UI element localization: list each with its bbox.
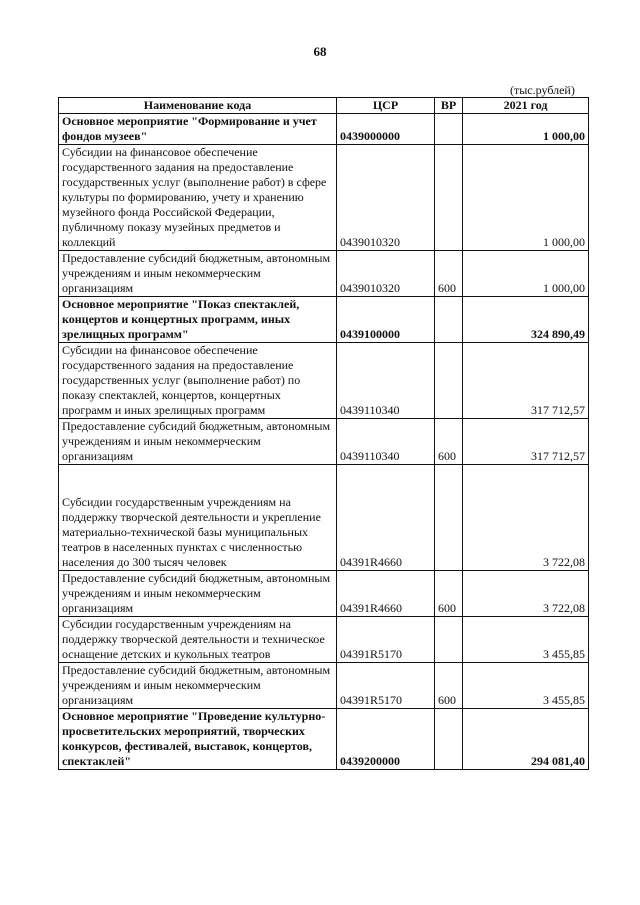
table-row [59,663,589,709]
row-name-cell: Основное мероприятие "Формирование и учет фондов музеев" [59,114,337,145]
row-name-cell: Субсидии государственным учреждениям на поддержку творческой деятельности и укрепление материально-технической базы муниципальных театров в населенных пунктах с численностью населения до 300 тысяч человек [59,465,337,571]
table-row [59,419,589,465]
table-row [59,465,589,571]
page-number: 68 [313,44,327,59]
table-row [59,617,589,663]
header-name: Наименование кода [59,98,337,114]
row-csr-cell: 0439110340 [337,419,435,465]
row-name-cell: Субсидии на финансовое обеспечение государственного задания на предоставление государственных услуг (выполнение работ) по показу спектаклей, концертов, концертных программ и иных зрелищных программ [59,343,337,419]
table-body [59,114,589,770]
row-name-cell: Основное мероприятие "Показ спектаклей, концертов и концертных программ, иных зрелищных программ" [59,297,337,343]
row-name-cell: Субсидии на финансовое обеспечение государственного задания на предоставление государственных услуг (выполнение работ) в сфере культуры по формированию, учету и хранению музейного фонда Российской Федерации, публичному показу музейных предметов и коллекций [59,145,337,251]
row-csr-cell: 04391R4660 [337,465,435,571]
row-amount-cell: 3 455,85 [463,617,589,663]
row-vr-cell [435,114,463,145]
row-csr-cell: 04391R5170 [337,617,435,663]
header-csr: ЦСР [337,98,435,114]
table-header-row [59,98,589,114]
row-vr-cell [435,145,463,251]
row-csr-cell: 0439010320 [337,251,435,297]
row-vr-cell: 600 [435,663,463,709]
row-name-cell: Субсидии государственным учреждениям на поддержку творческой деятельности и техническое оснащение детских и кукольных театров [59,617,337,663]
row-amount-cell: 294 081,40 [463,709,589,770]
row-amount-cell: 3 722,08 [463,465,589,571]
row-amount-cell: 317 712,57 [463,343,589,419]
row-amount-cell: 3 455,85 [463,663,589,709]
row-amount-cell: 317 712,57 [463,419,589,465]
row-vr-cell [435,617,463,663]
row-amount-cell: 324 890,49 [463,297,589,343]
row-name-cell: Основное мероприятие "Проведение культурно-просветительских мероприятий, творческих конкурсов, фестивалей, выставок, концертов, спектаклей" [59,709,337,770]
budget-table [58,97,589,770]
header-year: 2021 год [463,98,589,114]
table-row [59,343,589,419]
row-name-cell: Предоставление субсидий бюджетным, автономным учреждениям и иным некоммерческим организациям [59,663,337,709]
row-vr-cell: 600 [435,419,463,465]
unit-label: (тыс.рублей) [510,83,575,97]
table-row [59,571,589,617]
row-amount-cell: 1 000,00 [463,145,589,251]
row-csr-cell: 0439200000 [337,709,435,770]
row-csr-cell: 04391R5170 [337,663,435,709]
row-csr-cell: 04391R4660 [337,571,435,617]
row-csr-cell: 0439000000 [337,114,435,145]
row-vr-cell [435,297,463,343]
row-vr-cell: 600 [435,571,463,617]
row-vr-cell [435,709,463,770]
row-csr-cell: 0439010320 [337,145,435,251]
row-amount-cell: 1 000,00 [463,251,589,297]
header-vr: ВР [435,98,463,114]
row-name-cell: Предоставление субсидий бюджетным, автономным учреждениям и иным некоммерческим организациям [59,571,337,617]
row-amount-cell: 3 722,08 [463,571,589,617]
row-vr-cell: 600 [435,251,463,297]
row-vr-cell [435,343,463,419]
table-row [59,297,589,343]
table-row [59,145,589,251]
row-csr-cell: 0439110340 [337,343,435,419]
row-vr-cell [435,465,463,571]
table-row [59,251,589,297]
table-row [59,709,589,770]
row-amount-cell: 1 000,00 [463,114,589,145]
row-csr-cell: 0439100000 [337,297,435,343]
table-row [59,114,589,145]
row-name-cell: Предоставление субсидий бюджетным, автономным учреждениям и иным некоммерческим организациям [59,419,337,465]
row-name-cell: Предоставление субсидий бюджетным, автономным учреждениям и иным некоммерческим организациям [59,251,337,297]
